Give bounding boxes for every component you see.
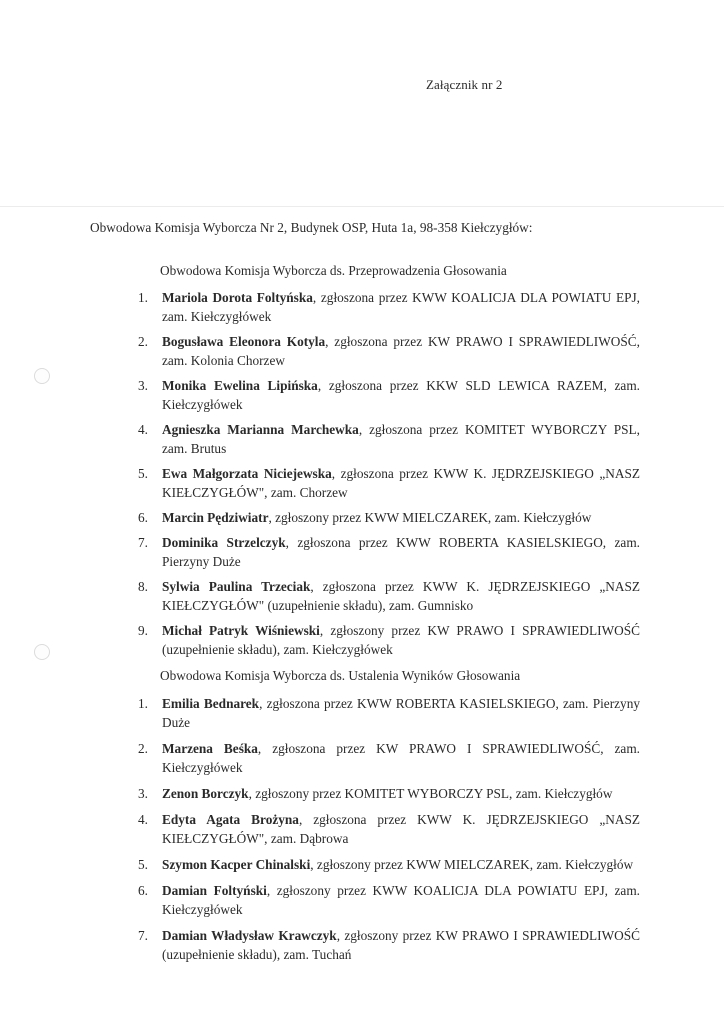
member-name: Szymon Kacper Chinalski bbox=[162, 857, 311, 872]
punch-hole-top bbox=[34, 368, 50, 384]
item-number: 4. bbox=[138, 812, 148, 827]
list-item bbox=[120, 577, 640, 615]
item-number: 8. bbox=[138, 579, 148, 594]
item-number: 4. bbox=[138, 422, 148, 437]
item-number: 2. bbox=[138, 741, 148, 756]
item-number: 3. bbox=[138, 378, 148, 393]
member-name: Marcin Pędziwiatr bbox=[162, 510, 269, 525]
item-number: 2. bbox=[138, 334, 148, 349]
member-list-voting bbox=[120, 288, 640, 659]
member-details: , zgłoszona przez KWW K. JĘDRZEJSKIEGO „NASZ KIEŁCZYGŁÓW", zam. Dąbrowa bbox=[162, 812, 640, 846]
item-number: 7. bbox=[138, 928, 148, 943]
member-details: , zgłoszona przez KKW SLD LEWICA RAZEM, zam. Kiełczygłówek bbox=[162, 378, 640, 412]
member-name: Michał Patryk Wiśniewski bbox=[162, 623, 320, 638]
list-item bbox=[120, 464, 640, 502]
member-details: , zgłoszony przez KWW MIELCZAREK, zam. Kiełczygłów bbox=[268, 510, 592, 525]
member-details: , zgłoszony przez KW PRAWO I SPRAWIEDLIWOŚĆ (uzupełnienie składu), zam. Tuchań bbox=[162, 928, 640, 962]
list-item bbox=[120, 420, 640, 458]
member-name: Sylwia Paulina Trzeciak bbox=[162, 579, 311, 594]
annex-label: Załącznik nr 2 bbox=[426, 77, 503, 92]
member-name: Mariola Dorota Foltyńska bbox=[162, 290, 313, 305]
member-name: Marzena Beśka bbox=[162, 741, 258, 756]
scan-fold-line bbox=[0, 206, 724, 207]
list-item bbox=[120, 508, 640, 527]
list-item bbox=[120, 533, 640, 571]
member-name: Bogusława Eleonora Kotyla bbox=[162, 334, 326, 349]
member-details: , zgłoszony przez KW PRAWO I SPRAWIEDLIWOŚĆ (uzupełnienie składu), zam. Kiełczygłówek bbox=[162, 623, 640, 657]
list-item bbox=[120, 926, 640, 964]
item-number: 7. bbox=[138, 535, 148, 550]
item-number: 6. bbox=[138, 510, 148, 525]
member-name: Agnieszka Marianna Marchewka bbox=[162, 422, 359, 437]
list-item bbox=[120, 810, 640, 848]
punch-hole-bottom bbox=[34, 644, 50, 660]
item-number: 1. bbox=[138, 696, 148, 711]
member-name: Emilia Bednarek bbox=[162, 696, 260, 711]
member-name: Dominika Strzelczyk bbox=[162, 535, 286, 550]
member-name: Monika Ewelina Lipińska bbox=[162, 378, 318, 393]
member-name: Zenon Borczyk bbox=[162, 786, 249, 801]
item-number: 3. bbox=[138, 786, 148, 801]
list-item bbox=[120, 881, 640, 919]
list-item bbox=[120, 376, 640, 414]
item-number: 5. bbox=[138, 466, 148, 481]
section-title-results: Obwodowa Komisja Wyborcza ds. Ustalenia Wyników Głosowania bbox=[160, 668, 521, 683]
member-details: , zgłoszona przez KWW ROBERTA KASIELSKIEGO, zam. Pierzyny Duże bbox=[162, 696, 640, 730]
item-number: 5. bbox=[138, 857, 148, 872]
member-name: Damian Władysław Krawczyk bbox=[162, 928, 337, 943]
list-item bbox=[120, 332, 640, 370]
list-item bbox=[120, 739, 640, 777]
item-number: 9. bbox=[138, 623, 148, 638]
member-name: Edyta Agata Brożyna bbox=[162, 812, 299, 827]
member-list-results bbox=[120, 694, 640, 964]
member-details: , zgłoszona przez KWW K. JĘDRZEJSKIEGO „NASZ KIEŁCZYGŁÓW" (uzupełnienie składu), zam. Gumnisko bbox=[162, 579, 640, 613]
member-name: Ewa Małgorzata Niciejewska bbox=[162, 466, 332, 481]
list-item bbox=[120, 855, 640, 874]
member-details: , zgłoszona przez KW PRAWO I SPRAWIEDLIWOŚĆ, zam. Kolonia Chorzew bbox=[162, 334, 640, 368]
member-details: , zgłoszony przez KOMITET WYBORCZY PSL, zam. Kiełczygłów bbox=[248, 786, 613, 801]
list-item bbox=[120, 694, 640, 732]
item-number: 6. bbox=[138, 883, 148, 898]
list-item bbox=[120, 621, 640, 659]
member-details: , zgłoszona przez KW PRAWO I SPRAWIEDLIWOŚĆ, zam. Kiełczygłówek bbox=[162, 741, 641, 775]
member-name: Damian Foltyński bbox=[162, 883, 267, 898]
member-details: , zgłoszona przez KWW KOALICJA DLA POWIATU EPJ, zam. Kiełczygłówek bbox=[162, 290, 640, 324]
member-details: , zgłoszony przez KWW MIELCZAREK, zam. Kiełczygłów bbox=[310, 857, 634, 872]
member-details: , zgłoszona przez KOMITET WYBORCZY PSL, zam. Brutus bbox=[162, 422, 640, 456]
list-item bbox=[120, 288, 640, 326]
member-details: , zgłoszona przez KWW K. JĘDRZEJSKIEGO „NASZ KIEŁCZYGŁÓW", zam. Chorzew bbox=[162, 466, 640, 500]
commission-heading: Obwodowa Komisja Wyborcza Nr 2, Budynek OSP, Huta 1a, 98-358 Kiełczygłów: bbox=[90, 220, 533, 235]
item-number: 1. bbox=[138, 290, 148, 305]
member-details: , zgłoszony przez KWW KOALICJA DLA POWIATU EPJ, zam. Kiełczygłówek bbox=[162, 883, 640, 917]
list-item bbox=[120, 784, 640, 803]
section-title-voting: Obwodowa Komisja Wyborcza ds. Przeprowadzenia Głosowania bbox=[160, 263, 507, 278]
member-details: , zgłoszona przez KWW ROBERTA KASIELSKIEGO, zam. Pierzyny Duże bbox=[162, 535, 640, 569]
